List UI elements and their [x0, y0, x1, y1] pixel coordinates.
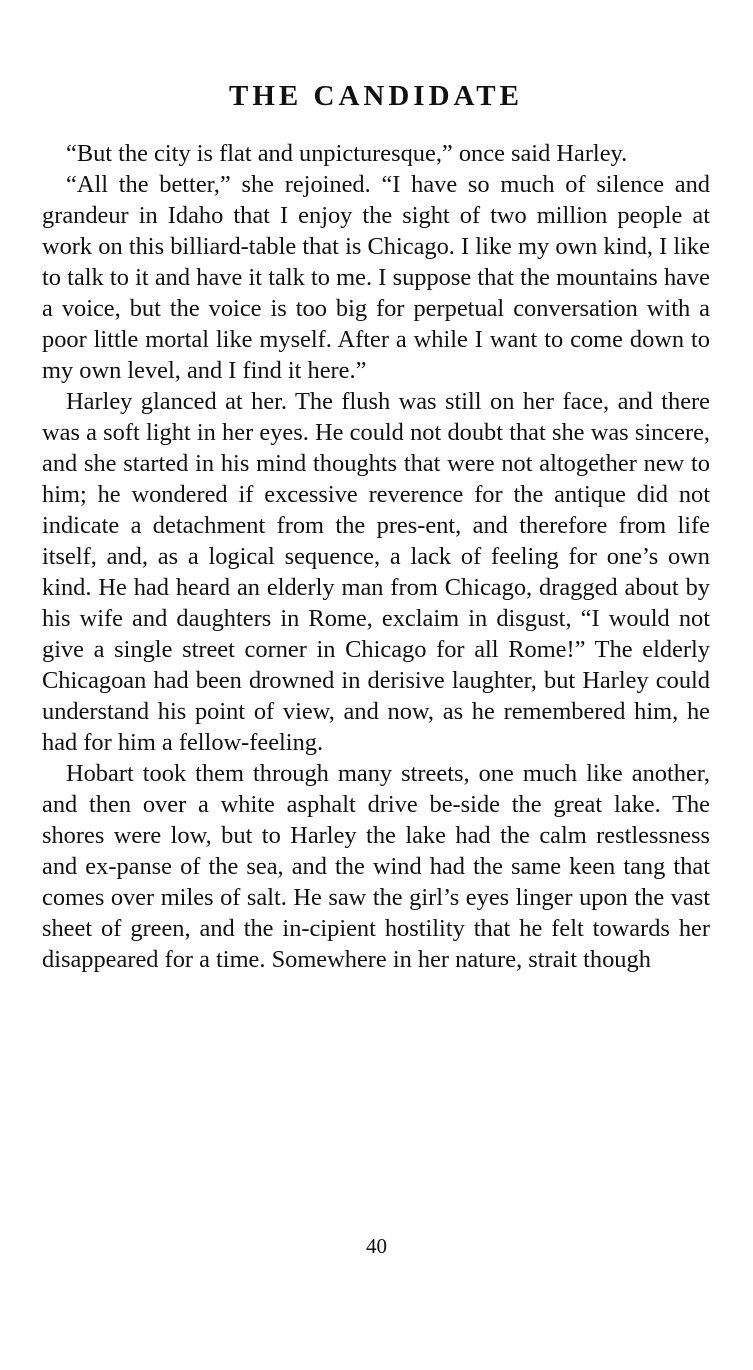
- book-page: [42, 78, 710, 975]
- paragraph-3: Harley glanced at her. The flush was still on her face, and there was a soft light in her eyes. He could not doubt that she was sincere, and she started in his mind thoughts that were not altogether new to him; he wondered if excessive reverence for the antique did not indicate a detachment from the pres-ent, and therefore from life itself, and, as a logical sequence, a lack of feeling for one’s own kind. He had heard an elderly man from Chicago, dragged about by his wife and daughters in Rome, exclaim in disgust, “I would not give a single street corner in Chicago for all Rome!” The elderly Chicagoan had been drowned in derisive laughter, but Harley could understand his point of view, and now, as he remembered him, he had for him a fellow-feeling.: [42, 388, 710, 756]
- page-number: 40: [366, 1234, 387, 1258]
- paragraph-2: “All the better,” she rejoined. “I have so much of silence and grandeur in Idaho that I enjoy the sight of two million people at work on this billiard-table that is Chicago. I like my own kind, I like to talk to it and have it talk to me. I suppose that the mountains have a voice, but the voice is too big for perpetual conversation with a poor little mortal like myself. After a while I want to come down to my own level, and I find it here.”: [42, 171, 710, 384]
- paragraph-4: Hobart took them through many streets, one much like another, and then over a white asphalt drive be-side the great lake. The shores were low, but to Harley the lake had the calm restlessness and ex-panse of the sea, and the wind had the same keen tang that comes over miles of salt. He saw the girl’s eyes linger upon the vast sheet of green, and the in-cipient hostility that he felt towards her disappeared for a time. Somewhere in her nature, strait though: [42, 760, 710, 973]
- paragraph-1: “But the city is flat and unpicturesque,” once said Harley.: [66, 140, 628, 167]
- running-head: THE CANDIDATE: [229, 80, 523, 112]
